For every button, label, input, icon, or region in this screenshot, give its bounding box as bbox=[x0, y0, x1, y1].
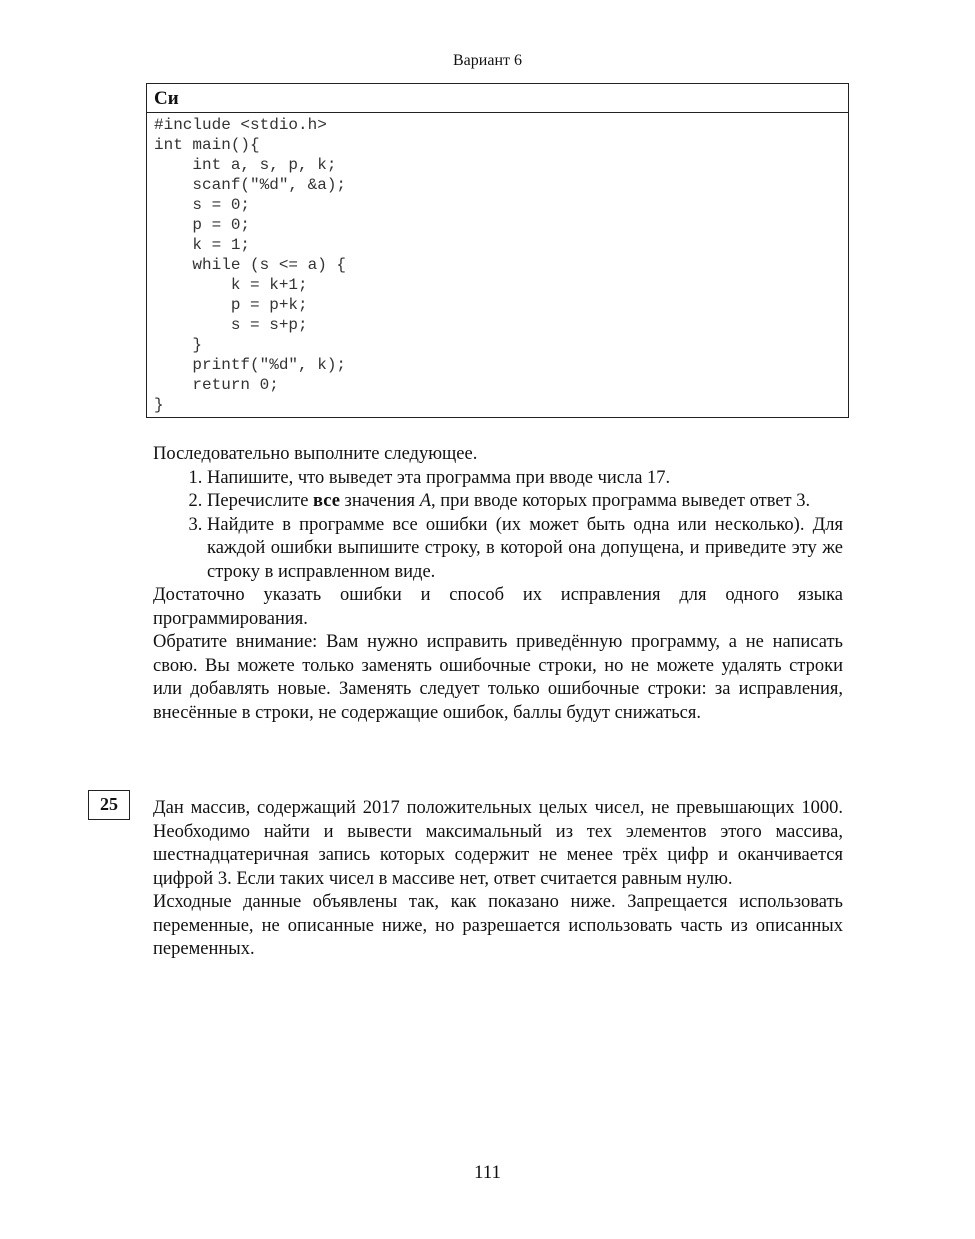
task-25-constraints: Исходные данные объявлены так, как показано ниже. Запрещается использовать переменные, не описанные ниже, но разрешается использовать часть из описанных переменных. bbox=[153, 892, 843, 959]
step-2-emphasis: все bbox=[313, 491, 340, 511]
task-24-step-3: 3. Найдите в программе все ошибки (их может быть одна или несколько). Для каждой ошибки выпишите строку, в которой она допущена, и приведите эту же строку в исправленном виде. bbox=[207, 514, 843, 585]
task-24-sufficient-note: Достаточно указать ошибки и способ их исправления для одного языка программирования. bbox=[153, 585, 843, 629]
code-text: #include <stdio.h> int main(){ int a, s, p, k; scanf("%d", &a); s = 0; p = 0; k = 1; while (s <= a) { k = k+1; p = p+k; s = s+p; } printf("%d", k); return 0; } bbox=[154, 116, 347, 414]
step-2-text-mid: значения bbox=[339, 491, 420, 511]
task-24-step-2 bbox=[207, 490, 843, 514]
task-24-intro: Последовательно выполните следующее. bbox=[153, 444, 478, 464]
task-25-text bbox=[153, 797, 843, 962]
task-24-step-1: 1. Напишите, что выведет эта программа при вводе числа 17. bbox=[207, 467, 843, 491]
task-24-instructions bbox=[153, 443, 843, 725]
code-listing bbox=[146, 83, 849, 418]
task-24-steps-list bbox=[153, 467, 843, 585]
code-language-title: Си bbox=[147, 84, 848, 113]
step-2-text-end: , при вводе которых программа выведет ответ 3. bbox=[431, 491, 811, 511]
page-number: 111 bbox=[473, 1162, 502, 1183]
task-24-attention-note: Обратите внимание: Вам нужно исправить приведённую программу, а не написать свою. Вы можете только заменять ошибочные строки, но не можете удалять строки или добавлять новые. Заменять следует только ошибочные строки: за исправления, внесённые в строки, не содержащие ошибок, баллы будут снижаться. bbox=[153, 632, 843, 723]
step-2-variable: A bbox=[419, 491, 431, 511]
task-number-badge: 25 bbox=[88, 790, 130, 820]
step-2-text-start: Перечислите bbox=[207, 491, 314, 511]
task-25-problem: Дан массив, содержащий 2017 положительных целых чисел, не превышающих 1000. Необходимо найти и вывести максимальный из тех элементов этого массива, шестнадцатеричная запись которых содержит не менее трёх цифр и оканчивается цифрой 3. Если таких чисел в массиве нет, ответ считается равным нулю. bbox=[153, 798, 843, 889]
page-header-variant: Вариант 6 bbox=[453, 52, 522, 69]
